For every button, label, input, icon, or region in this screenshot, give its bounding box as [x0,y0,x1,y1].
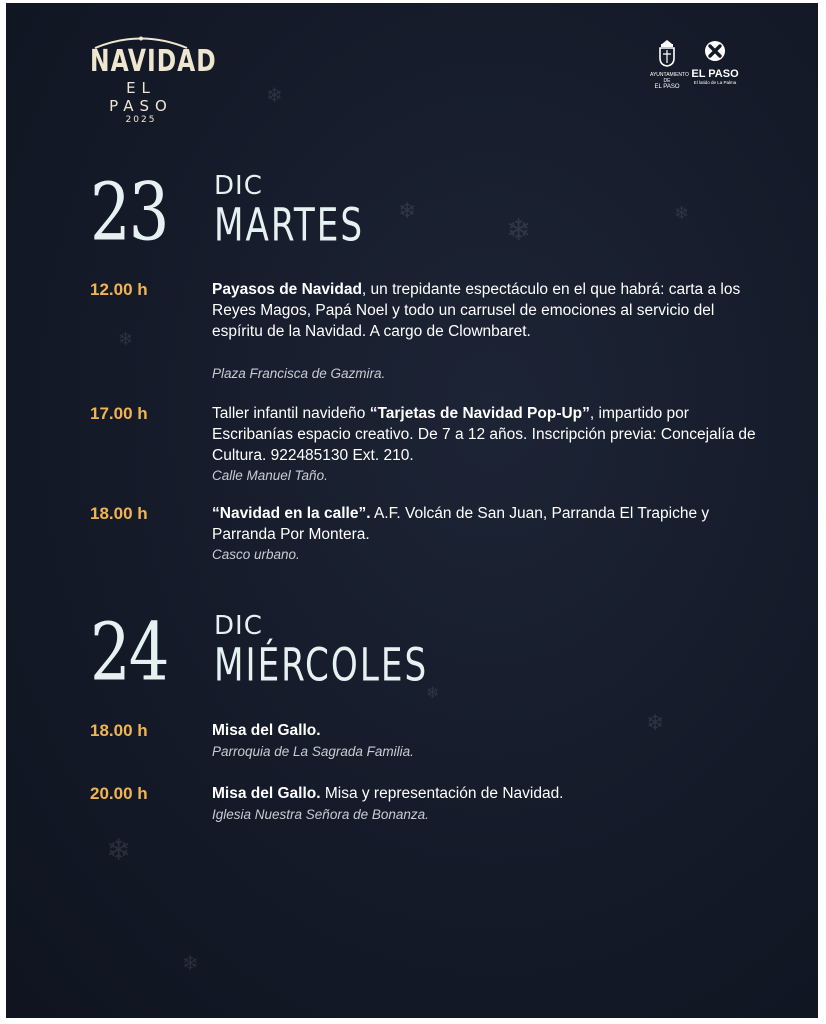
event-text: , impartido por Escribanías espacio creativo. De 7 a 12 años. Inscripción previa: Concejalía de Cultura. 922485130 Ext. 210. [212,405,756,464]
snowflake-icon: ❄ [398,199,417,224]
event-title: “Tarjetas de Navidad Pop-Up” [369,405,590,422]
event-title: Misa del Gallo. [212,785,321,802]
snowflake-icon: ❄ [106,833,132,868]
event-place: Calle Manuel Taño. [212,468,328,483]
navidad-el-paso-logo [90,35,217,125]
event-description [212,503,757,545]
day-number: 24 [90,606,168,700]
event-time: 12.00 h [90,280,148,299]
event-place: Casco urbano. [212,547,300,562]
snowflake-icon: ❄ [426,683,440,702]
day-month: DIC [214,171,263,201]
el-paso-brand-name: EL PASO [691,68,739,80]
ayuntamiento-name: EL PASO [654,84,680,90]
day-number: 23 [90,166,168,260]
snowflake-icon: ❄ [646,711,665,736]
ayuntamiento-caption: AYUNTAMIENTO DE [650,72,689,84]
snowflake-icon: ❄ [118,329,134,350]
el-paso-brand-caption: El latido de La Palma [693,80,737,85]
el-paso-x-icon [703,39,727,63]
ayuntamiento-logo [650,39,689,91]
event-pre-text: Taller infantil navideño [212,405,370,422]
event-description [212,279,757,342]
snowflake-icon: ❄ [182,951,199,975]
coat-of-arms-icon [657,39,677,67]
program-poster [6,3,818,1018]
logo-year: 2025 [125,115,157,125]
event-description [212,783,757,804]
event-time: 20.00 h [90,784,148,803]
event-description [212,720,757,741]
logo-title: NAVIDAD [90,44,217,80]
event-text: A.F. Volcán de San Juan, Parranda El Trapiche y Parranda Por Montera. [212,505,710,543]
snowflake-icon: ❄ [506,213,532,248]
day-weekday: MIÉRCOLES [214,638,429,692]
snowflake-icon: ❄ [674,203,690,224]
event-title: Misa del Gallo. [212,722,321,739]
event-text: , un trepidante espectáculo en el que habrá: carta a los Reyes Magos, Papá Noel y todo un carrusel de emociones al servicio del espíritu de la Navidad. A cargo de Clownbaret. [212,281,741,340]
el-paso-brand-logo [690,39,740,86]
event-place: Iglesia Nuestra Señora de Bonanza. [212,807,429,822]
snowflake-icon: ❄ [266,83,283,107]
event-title: “Navidad en la calle”. [212,505,371,522]
event-place: Plaza Francisca de Gazmira. [212,366,386,381]
day-weekday: MARTES [214,198,365,252]
event-title: Payasos de Navidad [212,281,362,298]
day-month: DIC [214,611,263,641]
event-text: Misa y representación de Navidad. [320,785,564,802]
event-place: Parroquia de La Sagrada Familia. [212,744,414,759]
event-time: 18.00 h [90,504,148,523]
event-time: 17.00 h [90,404,148,423]
logo-subtitle: EL PASO [109,79,173,115]
event-time: 18.00 h [90,721,148,740]
event-description [212,403,757,466]
